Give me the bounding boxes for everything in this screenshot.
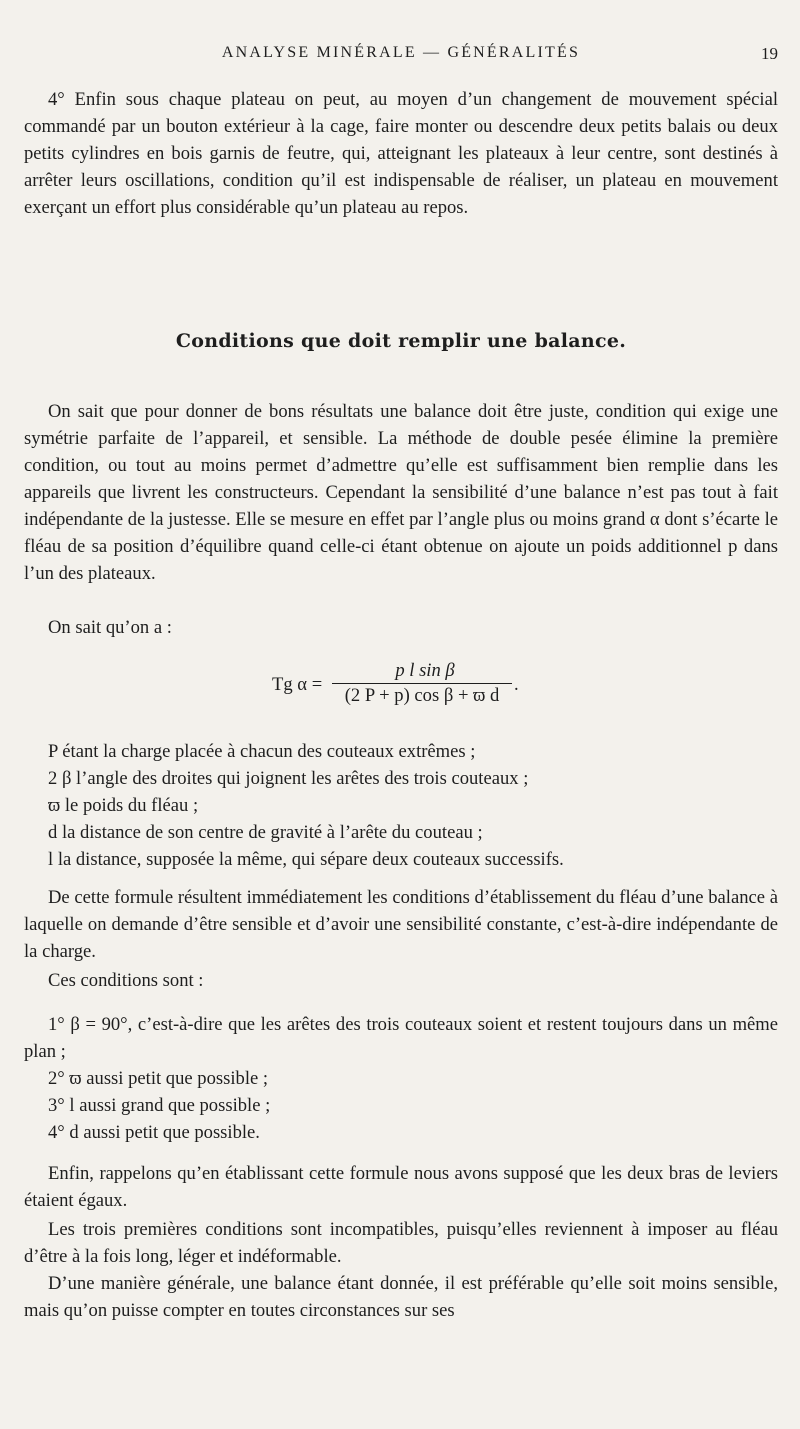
page-number: 19	[761, 44, 778, 63]
paragraph-condition-one: 1° β = 90°, c’est-à-dire que les arêtes des trois couteaux soient et restent toujours dans un même plan ;	[24, 1014, 778, 1062]
condition-line: 4° d aussi petit que possible.	[48, 1122, 260, 1143]
paragraph-formula-intro: On sait qu’on a :	[48, 617, 172, 638]
formula-numerator: p l sin β	[395, 660, 455, 681]
condition-line: 2° ϖ aussi petit que possible ;	[48, 1068, 269, 1089]
definition-line: l la distance, supposée la même, qui sépare deux couteaux successifs.	[48, 849, 564, 870]
running-title: ANALYSE MINÉRALE — GÉNÉRALITÉS	[221, 44, 581, 61]
book-page	[24, 0, 778, 1429]
paragraph-conditions-intro: Ces conditions sont :	[48, 970, 204, 991]
paragraph-incompatible: Les trois premières conditions sont incompatibles, puisqu’elles reviennent à imposer au fléau d’être à la fois long, léger et indéformable.	[24, 1219, 778, 1267]
paragraph-general: D’une manière générale, une balance étant donnée, il est préférable qu’elle soit moins sensible, mais qu’on puisse compter en toutes circonstances sur ses	[24, 1273, 778, 1321]
sensitivity-formula	[24, 660, 778, 710]
condition-line: 3° l aussi grand que possible ;	[48, 1095, 271, 1116]
paragraph-fourth-item: 4° Enfin sous chaque plateau on peut, au moyen d’un changement de mouvement spécial commandé par un bouton extérieur à la cage, faire monter ou descendre deux petits balais ou deux petits cylindres en bois garnis de feutre, qui, atteignant les plateaux à leur centre, sont destinés à arrêter leurs oscillations, condition qu’il est indispensable de réaliser, un plateau en mouvement exerçant un effort plus considérable qu’un plateau au repos.	[24, 89, 778, 218]
section-heading: Conditions que doit remplir une balance.	[175, 330, 627, 352]
formula-end: .	[514, 674, 519, 695]
definition-line: d la distance de son centre de gravité à l’arête du couteau ;	[48, 822, 483, 843]
definition-line: ϖ le poids du fléau ;	[48, 795, 199, 816]
definition-line: 2 β l’angle des droites qui joignent les arêtes des trois couteaux ;	[48, 768, 529, 789]
formula-denominator: (2 P + p) cos β + ϖ d	[344, 685, 500, 706]
definition-line: P étant la charge placée à chacun des couteaux extrêmes ;	[48, 741, 476, 762]
formula-fraction	[332, 660, 512, 707]
fraction-bar	[332, 683, 512, 684]
paragraph-consequences: De cette formule résultent immédiatement les conditions d’établissement du fléau d’une balance à laquelle on demande d’être sensible et d’avoir une sensibilité constante, c’est-à-dire indépendante de la charge.	[24, 887, 778, 962]
formula-lhs: Tg α =	[272, 674, 323, 695]
running-head	[24, 38, 778, 68]
paragraph-sensitivity: On sait que pour donner de bons résultats une balance doit être juste, condition qui exige une symétrie parfaite de l’appareil, et sensible. La méthode de double pesée élimine la première condition, ou tout au moins permet d’admettre qu’elle est suffisamment bien remplie dans les appareils que livrent les constructeurs. Cependant la sensibilité d’une balance n’est pas tout à fait indépendante de la justesse. Elle se mesure en effet par l’angle plus ou moins grand α dont s’écarte le fléau de sa position d’équilibre quand celle-ci étant obtenue on ajoute un poids additionnel p dans l’un des plateaux.	[24, 401, 778, 584]
paragraph-lever-arms: Enfin, rappelons qu’en établissant cette formule nous avons supposé que les deux bras de leviers étaient égaux.	[24, 1163, 778, 1211]
